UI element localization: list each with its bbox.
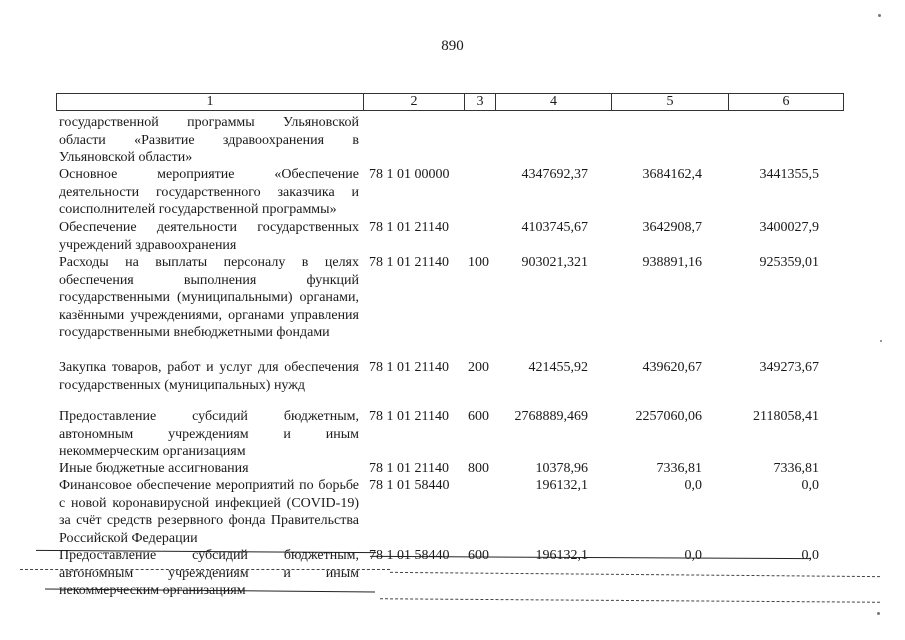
- header-col-3: 3: [465, 94, 496, 110]
- header-col-2: 2: [364, 94, 465, 110]
- row-name: Обеспечение деятельности государственных учреждений здравоохранения: [59, 220, 359, 253]
- row-value-col5: 938891,16: [642, 255, 702, 270]
- row-value-col4: 2768889,469: [514, 409, 588, 424]
- row-expense-type: 600: [468, 409, 489, 424]
- row-name: Иные бюджетные ассигнования: [59, 461, 249, 476]
- row-expense-type: 600: [468, 548, 489, 563]
- table-header: [56, 93, 844, 111]
- row-value-col4: 4347692,37: [521, 167, 588, 182]
- row-expense-type: 800: [468, 461, 489, 476]
- row-name: Предоставление субсидий бюджетным, автономным учреждениям и иным некоммерческим организациям: [59, 409, 359, 460]
- row-value-col6: 2118058,41: [753, 409, 819, 424]
- dashed-line: [390, 572, 880, 577]
- row-value-col5: 439620,67: [642, 360, 702, 375]
- row-value-col4: 196132,1: [535, 548, 588, 563]
- row-value-col6: 3400027,9: [759, 220, 819, 235]
- row-code: 78 1 01 21140: [369, 360, 449, 375]
- row-value-col6: 7336,81: [773, 461, 819, 476]
- row-code: 78 1 01 21140: [369, 461, 449, 476]
- row-value-col5: 7336,81: [656, 461, 702, 476]
- row-code: 78 1 01 21140: [369, 409, 449, 424]
- scan-speck: [878, 14, 881, 17]
- row-value-col5: 0,0: [684, 478, 702, 493]
- row-value-col6: 0,0: [801, 478, 819, 493]
- row-value-col5: 3642908,7: [642, 220, 702, 235]
- row-name: Финансовое обеспечение мероприятий по борьбе с новой коронавирусной инфекцией (COVID-19) за счёт средств резервного фонда Правительства Российской Федерации: [59, 478, 359, 546]
- row-value-col4: 421455,92: [528, 360, 588, 375]
- dashed-line: [380, 598, 880, 602]
- row-value-col5: 0,0: [684, 548, 702, 563]
- scan-speck: [877, 612, 880, 615]
- row-code: 78 1 01 21140: [369, 220, 449, 235]
- row-expense-type: 200: [468, 360, 489, 375]
- header-col-5: 5: [612, 94, 729, 110]
- header-col-4: 4: [496, 94, 612, 110]
- row-code: 78 1 01 00000: [369, 167, 450, 182]
- row-value-col4: 10378,96: [535, 461, 588, 476]
- row-name: Расходы на выплаты персоналу в целях обеспечения выполнения функций государственными (муниципальными) органами, казёнными учреждениями, органами управления государственными внебюджетными фондами: [59, 255, 359, 341]
- page-number: 890: [441, 38, 464, 54]
- header-col-6: 6: [782, 94, 790, 109]
- row-value-col4: 903021,321: [521, 255, 588, 270]
- row-name: Основное мероприятие «Обеспечение деятельности государственного заказчика и соисполнителей государственной программы»: [59, 167, 359, 218]
- row-value-col4: 4103745,67: [521, 220, 588, 235]
- row-code: 78 1 01 21140: [369, 255, 449, 270]
- row-code: 78 1 01 58440: [369, 548, 450, 563]
- row-value-col6: 349273,67: [759, 360, 819, 375]
- row-expense-type: 100: [468, 255, 489, 270]
- row-value-col4: 196132,1: [535, 478, 588, 493]
- scan-speck: [880, 340, 882, 342]
- row-value-col5: 3684162,4: [642, 167, 702, 182]
- dashed-line: [20, 569, 390, 570]
- row-code: 78 1 01 58440: [369, 478, 450, 493]
- row-value-col6: 925359,01: [759, 255, 819, 270]
- row-value-col6: 0,0: [801, 548, 819, 563]
- row-name: Предоставление субсидий бюджетным, автономным учреждениям и иным некоммерческим организациям: [59, 548, 359, 599]
- row-name: государственной программы Ульяновской области «Развитие здравоохранения в Ульяновской области»: [59, 115, 359, 166]
- row-name: Закупка товаров, работ и услуг для обеспечения государственных (муниципальных) нужд: [59, 360, 359, 393]
- row-value-col5: 2257060,06: [635, 409, 702, 424]
- row-value-col6: 3441355,5: [759, 167, 819, 182]
- header-col-1: 1: [57, 94, 364, 110]
